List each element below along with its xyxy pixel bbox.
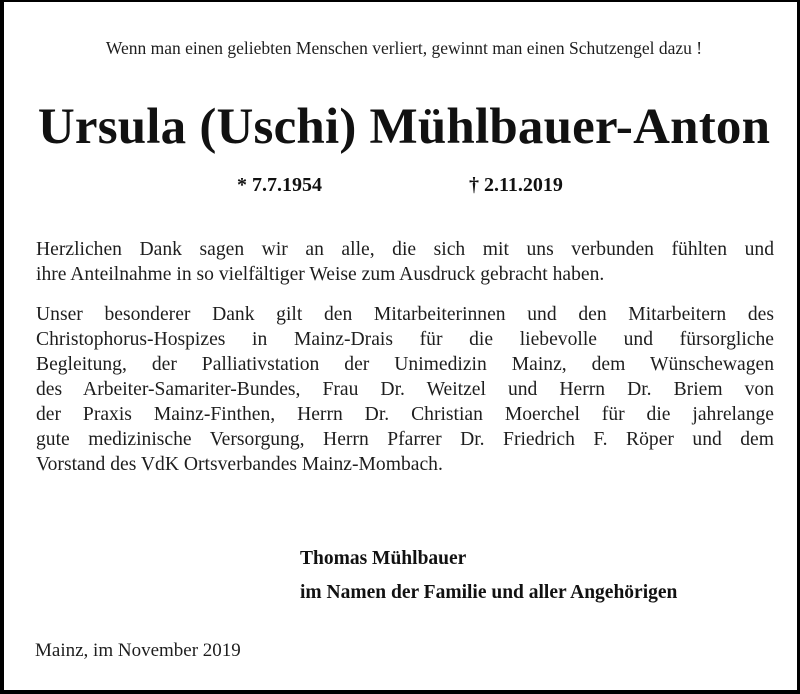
- text-line: gute medizinische Versorgung, Herrn Pfarrer Dr. Friedrich F. Röper und dem: [36, 429, 774, 450]
- motto-quote: Wenn man einen geliebten Menschen verliert, gewinnt man einen Schutzengel dazu !: [105, 38, 703, 58]
- deceased-name: Ursula (Uschi) Mühlbauer-Anton: [37, 99, 771, 155]
- text-line: Unser besonderer Dank gilt den Mitarbeiterinnen und den Mitarbeitern des: [36, 304, 774, 325]
- text-line: der Praxis Mainz-Finthen, Herrn Dr. Christian Moerchel für die jahrelange: [36, 404, 774, 425]
- text-line: Vorstand des VdK Ortsverbandes Mainz-Mombach.: [36, 454, 443, 475]
- death-date: † 2.11.2019: [469, 174, 563, 196]
- text-line: des Arbeiter-Samariter-Bundes, Frau Dr. Weitzel und Herrn Dr. Briem von: [36, 379, 774, 400]
- signatory-on-behalf: im Namen der Familie und aller Angehörigen: [300, 582, 678, 603]
- text-line: ihre Anteilnahme in so vielfältiger Weise zum Ausdruck gebracht haben.: [36, 264, 605, 285]
- birth-date: * 7.7.1954: [237, 174, 322, 196]
- thanks-paragraph-2: [36, 302, 774, 477]
- text-line: Begleitung, der Palliativstation der Unimedizin Mainz, dem Wünschewagen: [36, 354, 774, 375]
- signature-block: [300, 542, 677, 610]
- text-line: Christophorus-Hospizes in Mainz-Drais für die liebevolle und fürsorgliche: [36, 329, 774, 350]
- text-line: Herzlichen Dank sagen wir an alle, die sich mit uns verbunden fühlten und: [36, 239, 774, 260]
- place-and-date: Mainz, im November 2019: [35, 640, 241, 661]
- signatory-name: Thomas Mühlbauer: [300, 548, 467, 569]
- thanks-paragraph-1: [36, 237, 774, 287]
